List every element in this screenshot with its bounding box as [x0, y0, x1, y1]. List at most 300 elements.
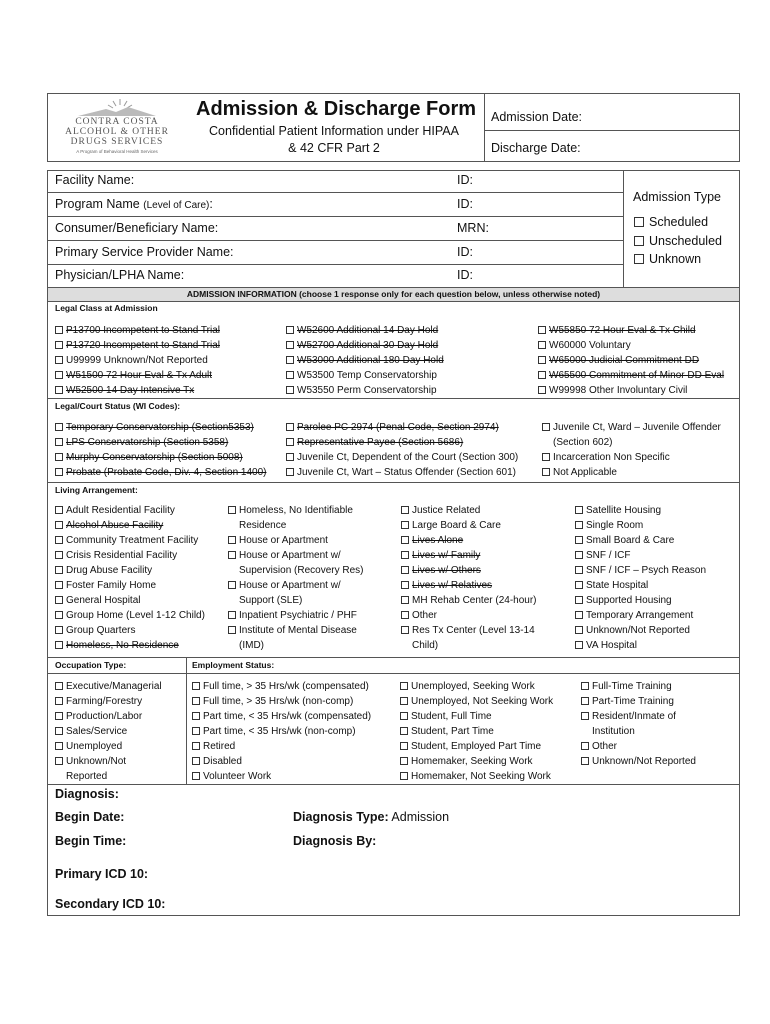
employment-col1 [192, 679, 371, 784]
checkbox-label: P13700 Incompetent to Stand Trial [66, 325, 220, 336]
checkbox-option[interactable] [286, 338, 444, 353]
checkbox-label: Sales/Service [66, 726, 128, 737]
checkbox-label: Juvenile Ct, Ward – Juvenile Offender [553, 422, 721, 433]
checkbox-option[interactable] [401, 623, 537, 638]
checkbox-label-continued: Residence [239, 520, 287, 531]
checkbox-option[interactable] [55, 383, 220, 398]
logo-line4: A Program of Behavioral Health Services [76, 149, 158, 154]
checkbox-icon[interactable] [575, 536, 583, 544]
checkbox-icon[interactable] [542, 468, 550, 476]
employment-status-label: Employment Status: [192, 660, 275, 670]
checkbox-icon[interactable] [400, 682, 408, 690]
occupation-type-label: Occupation Type: [55, 660, 127, 670]
diagnosis-by-label: Diagnosis By: [293, 834, 377, 848]
legal-court-col2 [286, 420, 518, 480]
checkbox-option[interactable] [192, 739, 371, 754]
checkbox-option[interactable] [55, 353, 220, 368]
checkbox-label: Drug Abuse Facility [66, 565, 153, 576]
checkbox-icon[interactable] [55, 536, 63, 544]
checkbox-icon[interactable] [400, 712, 408, 720]
checkbox-option[interactable] [575, 563, 706, 578]
checkbox-label: W65500 Commitment of Minor DD Eval [549, 370, 725, 381]
checkbox-option[interactable] [55, 724, 162, 739]
checkbox-icon[interactable] [55, 566, 63, 574]
checkbox-icon[interactable] [55, 371, 63, 379]
legal-class-col2 [286, 323, 444, 398]
checkbox-icon[interactable] [286, 468, 294, 476]
checkbox-option[interactable] [575, 608, 706, 623]
checkbox-label: Juvenile Ct, Wart – Status Offender (Section 601) [297, 467, 516, 478]
checkbox-icon[interactable] [538, 326, 546, 334]
checkbox-icon[interactable] [192, 772, 200, 780]
program-id-label: ID: [457, 197, 473, 211]
checkbox-option[interactable] [55, 450, 266, 465]
checkbox-label: Unemployed, Not Seeking Work [411, 696, 554, 707]
checkbox-label-continued: (IMD) [239, 640, 264, 651]
employment-col2 [400, 679, 553, 784]
admission-type-scheduled[interactable] [634, 213, 722, 232]
checkbox-icon[interactable] [286, 438, 294, 446]
checkbox-icon[interactable] [400, 742, 408, 750]
legal-class-label: Legal Class at Admission [55, 303, 158, 313]
checkbox-option[interactable] [400, 724, 553, 739]
checkbox-option[interactable] [55, 679, 162, 694]
checkbox-option[interactable] [400, 709, 553, 724]
checkbox-icon[interactable] [581, 682, 589, 690]
checkbox-option[interactable] [581, 754, 696, 769]
checkbox-label: Not Applicable [553, 467, 617, 478]
checkbox-label: Student, Part Time [411, 726, 494, 737]
checkbox-option[interactable] [575, 593, 706, 608]
checkbox-icon[interactable] [581, 742, 589, 750]
checkbox-icon[interactable] [575, 551, 583, 559]
form-subtitle-2: & 42 CFR Part 2 [288, 141, 380, 155]
checkbox-icon[interactable] [192, 742, 200, 750]
checkbox-option[interactable] [581, 709, 696, 724]
checkbox-icon[interactable] [581, 757, 589, 765]
checkbox-label: Homemaker, Not Seeking Work [411, 771, 551, 782]
checkbox-option[interactable] [401, 563, 537, 578]
checkbox-option[interactable] [286, 420, 518, 435]
checkbox-label: House or Apartment [239, 535, 328, 546]
checkbox-option[interactable] [228, 608, 364, 623]
checkbox-icon[interactable] [575, 611, 583, 619]
checkbox-option[interactable] [575, 548, 706, 563]
checkbox-label: Other [592, 741, 618, 752]
checkbox-icon[interactable] [55, 341, 63, 349]
checkbox-option[interactable] [575, 638, 706, 653]
checkbox-label: U99999 Unknown/Not Reported [66, 355, 208, 366]
checkbox-icon[interactable] [581, 712, 589, 720]
checkbox-option[interactable] [55, 709, 162, 724]
checkbox-option[interactable] [55, 638, 205, 653]
checkbox-icon[interactable] [55, 682, 63, 690]
admission-date-label: Admission Date: [491, 110, 583, 124]
checkbox-icon[interactable] [228, 611, 236, 619]
checkbox-label: W65000 Judicial Commitment DD [549, 355, 700, 366]
checkbox-option[interactable] [55, 739, 162, 754]
checkbox-option[interactable] [286, 435, 518, 450]
checkbox-label: Full time, > 35 Hrs/wk (non-comp) [203, 696, 354, 707]
checkbox-option[interactable] [400, 739, 553, 754]
living-col1 [55, 503, 205, 653]
checkbox-label: Probate (Probate Code, Div. 4, Section 1400) [66, 467, 267, 478]
colon-text: : [209, 197, 213, 211]
checkbox-option[interactable] [55, 435, 266, 450]
checkbox-label: Lives w/ Relatives [412, 580, 493, 591]
checkbox-option[interactable] [55, 608, 205, 623]
checkbox-option[interactable] [538, 383, 724, 398]
checkbox-icon[interactable] [286, 453, 294, 461]
checkbox-icon[interactable] [55, 453, 63, 461]
checkbox-label: SNF / ICF [586, 550, 631, 561]
legal-class-col1 [55, 323, 220, 398]
checkbox-icon[interactable] [286, 356, 294, 364]
checkbox-option[interactable] [55, 518, 205, 533]
checkbox-label: House or Apartment w/ [239, 580, 341, 591]
level-of-care-text: (Level of Care) [143, 200, 210, 211]
checkbox-label: Part time, < 35 Hrs/wk (non-comp) [203, 726, 356, 737]
checkbox-label: Crisis Residential Facility [66, 550, 178, 561]
checkbox-icon[interactable] [55, 521, 63, 529]
checkbox-option[interactable] [401, 533, 537, 548]
option-label: Scheduled [649, 215, 709, 229]
checkbox-option[interactable] [581, 694, 696, 709]
checkbox-icon[interactable] [401, 521, 409, 529]
option-label: Unknown [649, 252, 702, 266]
checkbox-label: LPS Conservatorship (Section 5358) [66, 437, 229, 448]
checkbox-option[interactable] [581, 739, 696, 754]
checkbox-option[interactable] [55, 368, 220, 383]
checkbox-label-continued: Reported [66, 771, 108, 782]
checkbox-icon[interactable] [55, 506, 63, 514]
checkbox-label: SNF / ICF – Psych Reason [586, 565, 707, 576]
checkbox-option[interactable] [538, 338, 724, 353]
checkbox-icon[interactable] [55, 386, 63, 394]
row-rule [47, 192, 623, 193]
checkbox-option[interactable] [575, 578, 706, 593]
living-col3 [401, 503, 537, 653]
checkbox-label: Supported Housing [586, 595, 672, 606]
admission-type-unscheduled[interactable] [634, 232, 722, 251]
mrn-label: MRN: [457, 221, 489, 235]
checkbox-label: Retired [203, 741, 236, 752]
checkbox-icon[interactable] [55, 326, 63, 334]
checkbox-icon[interactable] [55, 468, 63, 476]
checkbox-option[interactable] [581, 679, 696, 694]
checkbox-option[interactable] [575, 518, 706, 533]
checkbox-option[interactable] [400, 754, 553, 769]
checkbox-icon[interactable] [286, 341, 294, 349]
checkbox-icon[interactable] [55, 697, 63, 705]
checkbox-icon[interactable] [55, 551, 63, 559]
checkbox-label: Foster Family Home [66, 580, 157, 591]
checkbox-label: Homemaker, Seeking Work [411, 756, 533, 767]
checkbox-option[interactable] [401, 548, 537, 563]
checkbox-option[interactable] [400, 694, 553, 709]
checkbox-icon[interactable] [228, 506, 236, 514]
checkbox-option[interactable] [55, 548, 205, 563]
checkbox-option[interactable] [286, 450, 518, 465]
checkbox-label: Representative Payee (Section 5686) [297, 437, 464, 448]
checkbox-option[interactable] [55, 323, 220, 338]
checkbox-icon[interactable] [55, 611, 63, 619]
checkbox-option[interactable] [55, 465, 266, 480]
checkbox-option[interactable] [228, 623, 364, 638]
checkbox-label: W53550 Perm Conservatorship [297, 385, 437, 396]
checkbox-icon[interactable] [542, 423, 550, 431]
checkbox-icon[interactable] [538, 386, 546, 394]
checkbox-label: Unknown/Not [66, 756, 127, 767]
checkbox-label: Alcohol Abuse Facility [66, 520, 164, 531]
header-divider [484, 93, 485, 162]
checkbox-option[interactable] [286, 383, 444, 398]
checkbox-icon[interactable] [228, 581, 236, 589]
checkbox-option[interactable] [538, 353, 724, 368]
consumer-name-label: Consumer/Beneficiary Name: [55, 221, 219, 235]
checkbox-icon[interactable] [192, 727, 200, 735]
checkbox-label: Homeless, No Residence [66, 640, 179, 651]
checkbox-icon[interactable] [575, 581, 583, 589]
checkbox-icon[interactable] [400, 697, 408, 705]
checkbox-label: W51500 72 Hour Eval & Tx Adult [66, 370, 213, 381]
checkbox-icon[interactable] [55, 727, 63, 735]
diagnosis-type-value: Admission [391, 810, 450, 824]
checkbox-icon[interactable] [55, 596, 63, 604]
checkbox-option[interactable] [538, 323, 724, 338]
checkbox-option[interactable] [575, 503, 706, 518]
checkbox-option[interactable] [192, 754, 371, 769]
checkbox-icon[interactable] [286, 423, 294, 431]
logo-line1: CONTRA COSTA [75, 117, 159, 127]
checkbox-option[interactable] [55, 623, 205, 638]
checkbox-label-continued: Support (SLE) [239, 595, 303, 606]
checkbox-option[interactable] [192, 769, 371, 784]
checkbox-option[interactable] [55, 420, 266, 435]
row-rule [47, 657, 740, 658]
checkbox-icon[interactable] [401, 596, 409, 604]
checkbox-option[interactable] [400, 769, 553, 784]
checkbox-icon[interactable] [401, 566, 409, 574]
row-rule [47, 398, 740, 399]
checkbox-label: W99998 Other Involuntary Civil [549, 385, 688, 396]
checkbox-icon[interactable] [400, 772, 408, 780]
checkbox-option[interactable] [55, 503, 205, 518]
physician-name-label: Physician/LPHA Name: [55, 268, 185, 282]
checkbox-label: W53000 Additional 180 Day Hold [297, 355, 444, 366]
checkbox-icon[interactable] [538, 356, 546, 364]
checkbox-icon[interactable] [634, 217, 644, 227]
checkbox-icon[interactable] [55, 626, 63, 634]
legal-court-label: Legal/Court Status (WI Codes): [55, 401, 181, 411]
col-rule [623, 170, 624, 287]
checkbox-option[interactable] [55, 754, 162, 769]
checkbox-icon[interactable] [286, 326, 294, 334]
employment-col3 [581, 679, 696, 769]
checkbox-icon[interactable] [55, 423, 63, 431]
row-rule [47, 240, 623, 241]
checkbox-label-continued: Child) [412, 640, 439, 651]
checkbox-option[interactable] [400, 679, 553, 694]
checkbox-icon[interactable] [401, 536, 409, 544]
checkbox-icon[interactable] [575, 521, 583, 529]
living-col4 [575, 503, 706, 653]
checkbox-option[interactable] [55, 694, 162, 709]
checkbox-option[interactable] [575, 623, 706, 638]
secondary-icd-label: Secondary ICD 10: [55, 897, 166, 911]
col-rule [186, 657, 187, 784]
checkbox-icon[interactable] [55, 712, 63, 720]
checkbox-label: W60000 Voluntary [549, 340, 631, 351]
checkbox-label: Temporary Conservatorship (Section5353) [66, 422, 254, 433]
checkbox-icon[interactable] [55, 356, 63, 364]
row-rule [47, 301, 740, 302]
logo-line2: ALCOHOL & OTHER [65, 127, 169, 137]
checkbox-label: Part time, < 35 Hrs/wk (compensated) [203, 711, 372, 722]
checkbox-icon[interactable] [401, 506, 409, 514]
mountain-sun-icon [58, 97, 176, 117]
begin-time-label: Begin Time: [55, 834, 127, 848]
checkbox-label: Res Tx Center (Level 13-14 [412, 625, 535, 636]
checkbox-option[interactable] [228, 503, 364, 518]
physician-id-label: ID: [457, 268, 473, 282]
checkbox-option[interactable] [192, 724, 371, 739]
checkbox-icon[interactable] [401, 581, 409, 589]
checkbox-label: P13720 Incompetent to Stand Trial [66, 340, 220, 351]
checkbox-option[interactable] [542, 420, 721, 435]
legal-class-col3 [538, 323, 724, 398]
checkbox-option[interactable] [228, 578, 364, 593]
checkbox-icon[interactable] [575, 641, 583, 649]
option-label: Unscheduled [649, 233, 722, 248]
checkbox-option[interactable] [55, 533, 205, 548]
checkbox-icon[interactable] [575, 566, 583, 574]
checkbox-option[interactable] [401, 578, 537, 593]
checkbox-label: VA Hospital [586, 640, 637, 651]
checkbox-label: Unknown/Not Reported [586, 625, 690, 636]
checkbox-label: W55850 72 Hour Eval & Tx Child [549, 325, 696, 336]
checkbox-option[interactable] [401, 608, 537, 623]
checkbox-option[interactable] [542, 465, 721, 480]
logo [58, 97, 176, 159]
checkbox-label: Student, Full Time [411, 711, 492, 722]
checkbox-icon[interactable] [400, 727, 408, 735]
checkbox-option[interactable] [401, 503, 537, 518]
checkbox-option[interactable] [55, 338, 220, 353]
living-col2 [228, 503, 364, 653]
provider-id-label: ID: [457, 245, 473, 259]
checkbox-icon[interactable] [538, 341, 546, 349]
checkbox-icon[interactable] [55, 581, 63, 589]
checkbox-option[interactable] [401, 518, 537, 533]
checkbox-icon[interactable] [634, 236, 644, 246]
checkbox-icon[interactable] [192, 682, 200, 690]
checkbox-icon[interactable] [228, 536, 236, 544]
checkbox-label: MH Rehab Center (24-hour) [412, 595, 537, 606]
checkbox-icon[interactable] [401, 626, 409, 634]
checkbox-label: Justice Related [412, 505, 481, 516]
checkbox-icon[interactable] [581, 697, 589, 705]
checkbox-label: Unemployed [66, 741, 123, 752]
checkbox-label: Resident/Inmate of [592, 711, 676, 722]
checkbox-label: Parolee PC 2974 (Penal Code, Section 2974) [297, 422, 499, 433]
checkbox-option[interactable] [286, 465, 518, 480]
row-rule [47, 216, 623, 217]
checkbox-icon[interactable] [55, 742, 63, 750]
checkbox-icon[interactable] [192, 757, 200, 765]
checkbox-icon[interactable] [542, 453, 550, 461]
checkbox-option[interactable] [286, 353, 444, 368]
checkbox-option[interactable] [55, 563, 205, 578]
admission-type-label: Admission Type [633, 190, 722, 204]
checkbox-label: Group Home (Level 1-12 Child) [66, 610, 205, 621]
checkbox-icon[interactable] [575, 506, 583, 514]
checkbox-label: Lives w/ Family [412, 550, 481, 561]
checkbox-icon[interactable] [228, 626, 236, 634]
checkbox-icon[interactable] [575, 596, 583, 604]
checkbox-label: W52600 Additional 14 Day Hold [297, 325, 439, 336]
checkbox-label: State Hospital [586, 580, 649, 591]
checkbox-icon[interactable] [286, 371, 294, 379]
checkbox-icon[interactable] [634, 254, 644, 264]
checkbox-option[interactable] [228, 548, 364, 563]
admission-type-unknown[interactable] [634, 250, 722, 269]
checkbox-option[interactable] [192, 679, 371, 694]
checkbox-label: Satellite Housing [586, 505, 662, 516]
checkbox-icon[interactable] [575, 626, 583, 634]
diagnosis-type-row [293, 810, 449, 824]
checkbox-option[interactable] [401, 593, 537, 608]
checkbox-option[interactable] [228, 533, 364, 548]
checkbox-icon[interactable] [55, 641, 63, 649]
primary-icd-label: Primary ICD 10: [55, 867, 149, 881]
form-subtitle-1: Confidential Patient Information under HIPAA [209, 124, 459, 138]
checkbox-icon[interactable] [55, 438, 63, 446]
checkbox-option[interactable] [538, 368, 724, 383]
occupation-list [55, 679, 162, 784]
checkbox-icon[interactable] [401, 551, 409, 559]
checkbox-icon[interactable] [400, 757, 408, 765]
checkbox-label: House or Apartment w/ [239, 550, 341, 561]
checkbox-option[interactable] [286, 368, 444, 383]
checkbox-icon[interactable] [192, 712, 200, 720]
begin-date-label: Begin Date: [55, 810, 125, 824]
checkbox-icon[interactable] [55, 757, 63, 765]
form-title: Admission & Discharge Form [196, 98, 477, 120]
checkbox-icon[interactable] [538, 371, 546, 379]
checkbox-icon[interactable] [228, 551, 236, 559]
checkbox-option[interactable] [192, 709, 371, 724]
checkbox-option[interactable] [575, 533, 706, 548]
checkbox-option[interactable] [542, 450, 721, 465]
checkbox-label: Full time, > 35 Hrs/wk (compensated) [203, 681, 369, 692]
checkbox-label: Lives Alone [412, 535, 464, 546]
checkbox-label: Adult Residential Facility [66, 505, 175, 516]
checkbox-label: General Hospital [66, 595, 141, 606]
legal-court-col3 [542, 420, 721, 480]
program-name-label [55, 197, 213, 211]
checkbox-option[interactable] [286, 323, 444, 338]
checkbox-icon[interactable] [192, 697, 200, 705]
checkbox-option[interactable] [55, 593, 205, 608]
checkbox-label: Executive/Managerial [66, 681, 162, 692]
checkbox-option[interactable] [192, 694, 371, 709]
checkbox-option[interactable] [55, 578, 205, 593]
checkbox-icon[interactable] [286, 386, 294, 394]
living-arrangement-label: Living Arrangement: [55, 485, 138, 495]
checkbox-icon[interactable] [401, 611, 409, 619]
facility-id-label: ID: [457, 173, 473, 187]
